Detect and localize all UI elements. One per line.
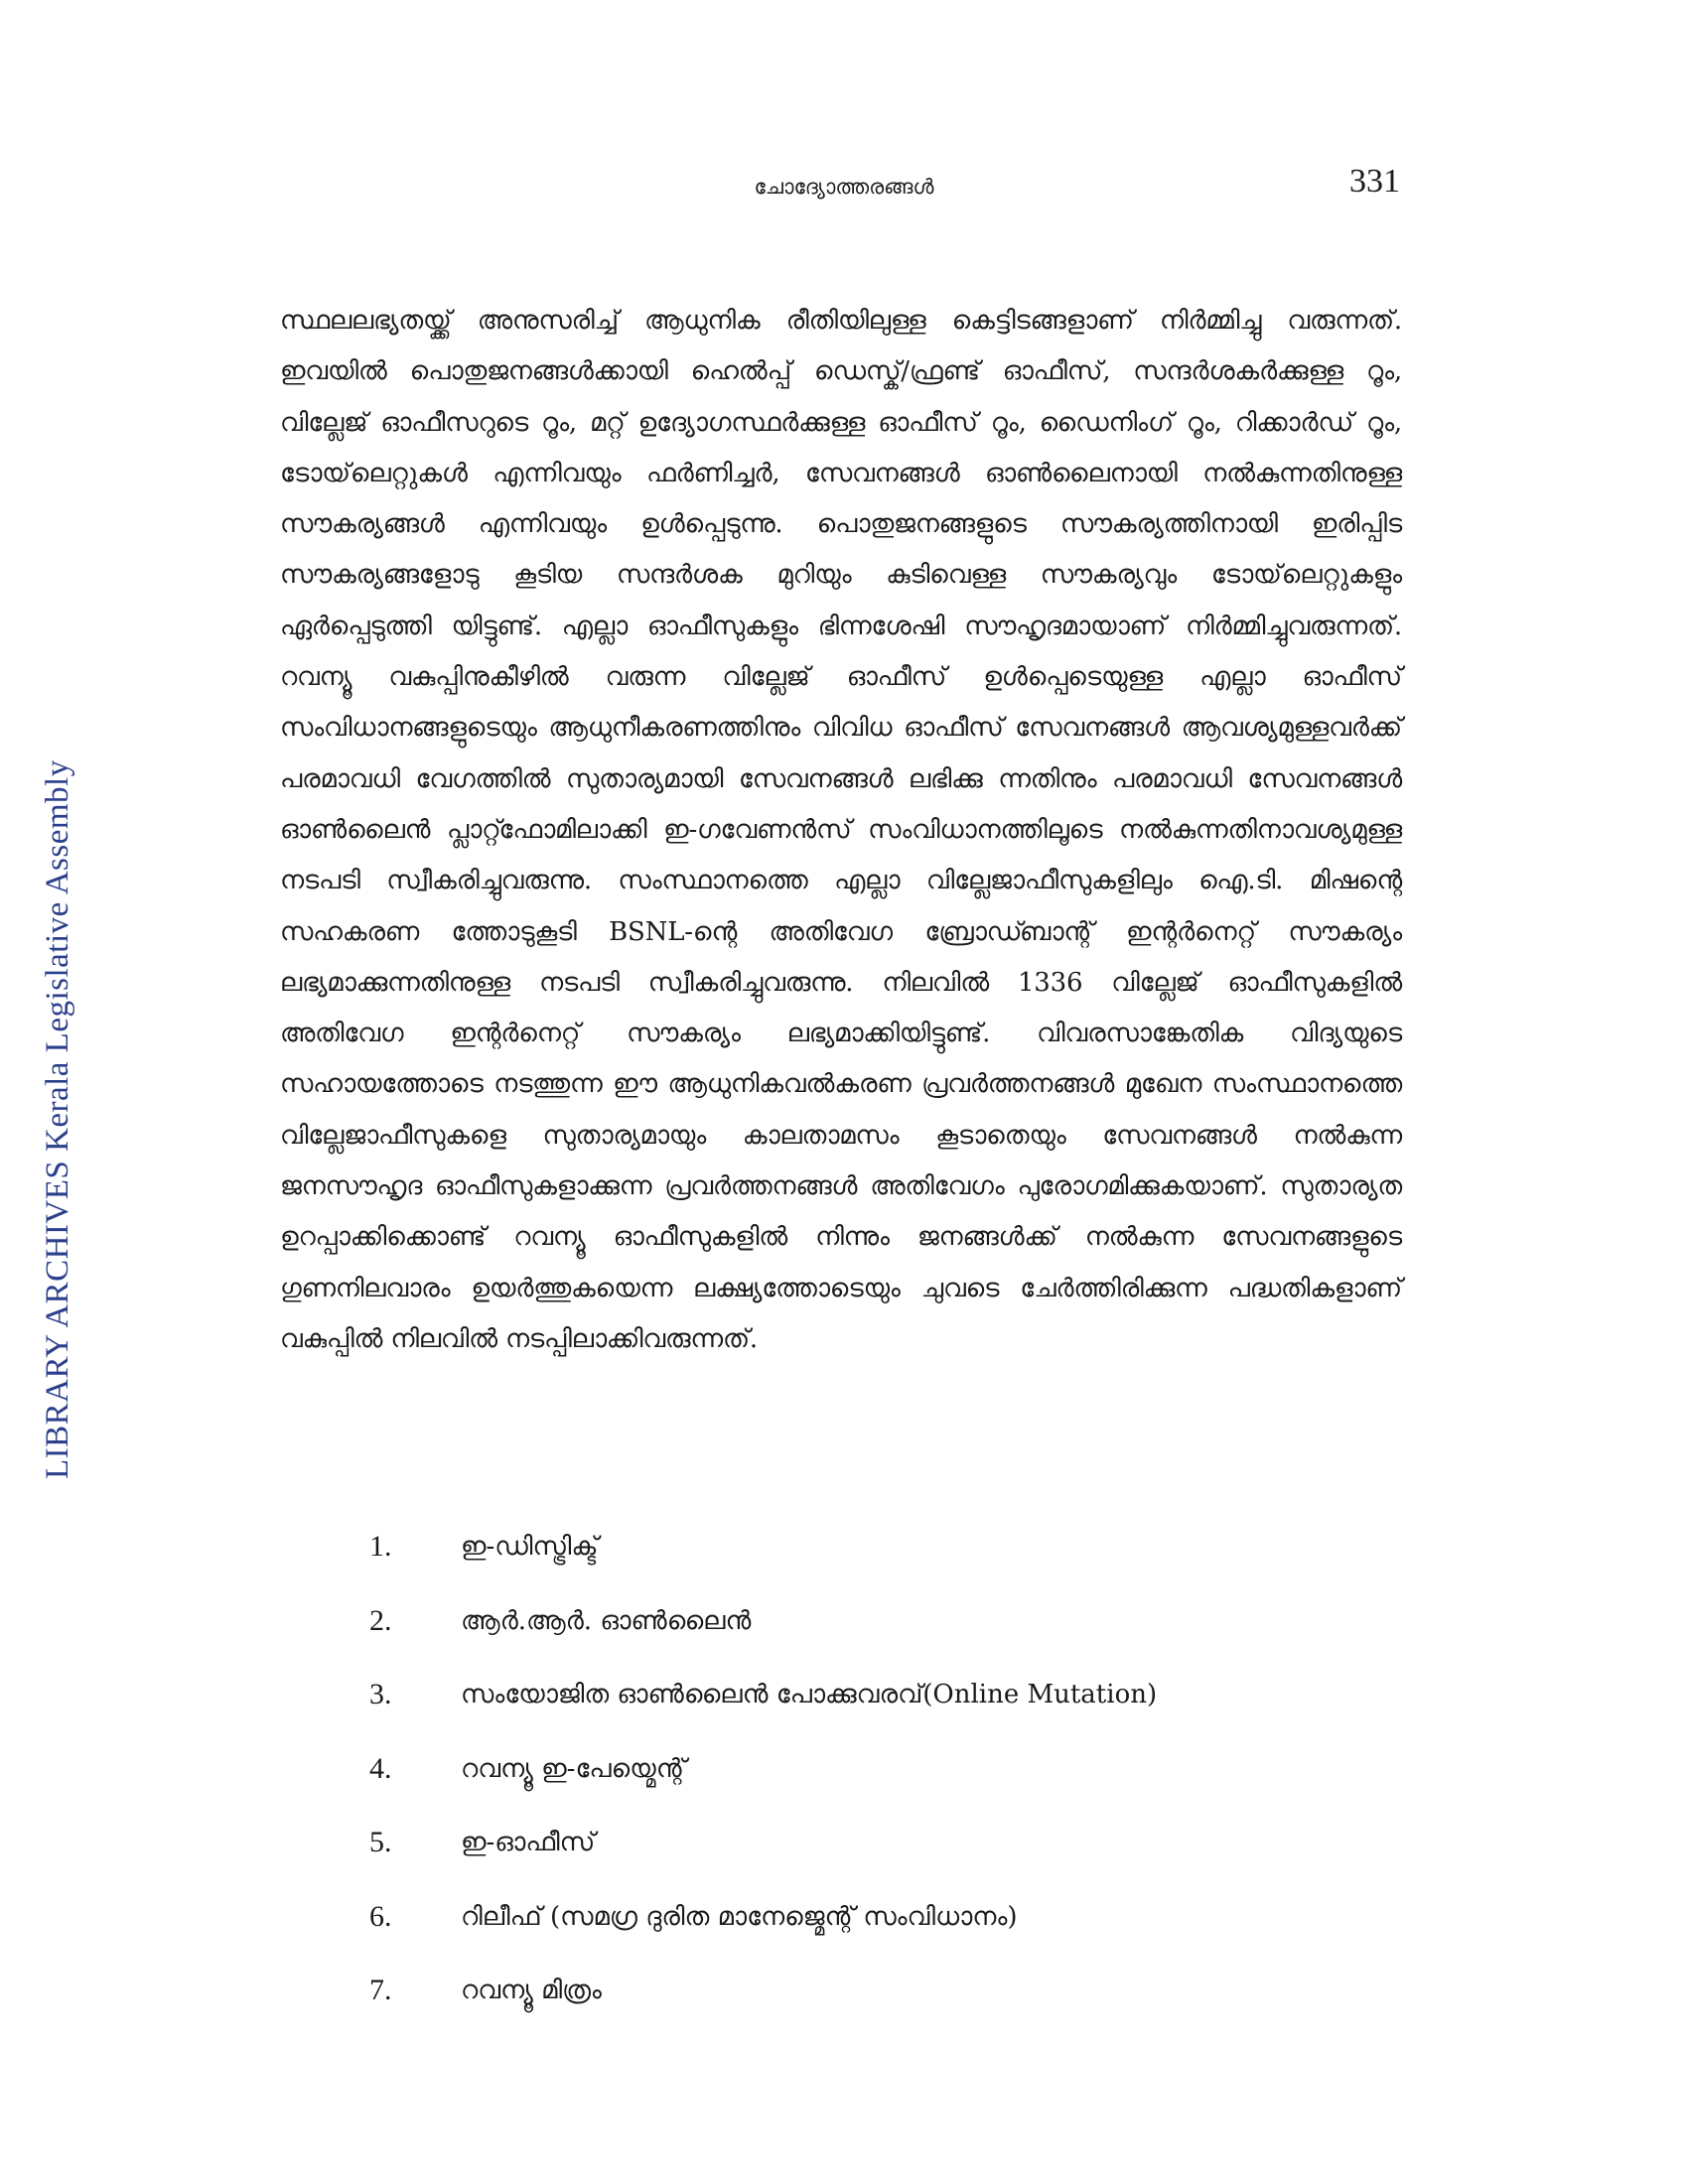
list-number: 1. [369, 1530, 392, 1563]
list-item [369, 1527, 1362, 1601]
list-text: ആർ.ആർ. ഓൺലൈൻ [461, 1605, 752, 1636]
list-number: 4. [369, 1751, 392, 1785]
list-item [369, 1823, 1362, 1897]
list-item [369, 1749, 1362, 1824]
list-number: 2. [369, 1603, 392, 1637]
list-number: 6. [369, 1899, 392, 1933]
list-text: ഇ-ഓഫീസ് [461, 1828, 596, 1857]
scheme-list [369, 1527, 1362, 2045]
archive-watermark: LIBRARY ARCHIVES Kerala Legislative Assembly [40, 759, 75, 1479]
list-text: റവന്യൂ ഇ-പേയ്മെന്റ് [461, 1753, 687, 1784]
list-text: സംയോജിത ഓൺലൈൻ പോക്കുവരവ്(Online Mutation) [461, 1680, 1158, 1709]
list-item [369, 1601, 1362, 1676]
list-text: റവന്യൂ മിത്രം [461, 1976, 602, 2005]
list-item [369, 1897, 1362, 1972]
page-number: 331 [1349, 163, 1400, 200]
list-item [369, 1971, 1362, 2045]
list-item [369, 1675, 1362, 1749]
list-number: 3. [369, 1678, 392, 1710]
list-text: ഇ-ഡിസ്ട്രിക്ട് [461, 1532, 599, 1562]
list-number: 7. [369, 1974, 392, 2006]
running-title: ചോദ്യോത്തരങ്ങൾ [754, 175, 934, 199]
list-number: 5. [369, 1826, 392, 1858]
list-text: റിലീഫ് (സമഗ്ര ദുരിത മാനേജ്മെന്റ് സംവിധാനം) [461, 1901, 1018, 1932]
body-paragraph: സ്ഥലലഭ്യതയ്ക്ക് അനുസരിച്ച് ആധുനിക രീതിയിലുള്ള കെട്ടിടങ്ങളാണ് നിർമ്മിച്ചു വരുന്നത്. ഇവയിൽ പൊതുജനങ്ങൾക്കായി ഹെൽപ്പ് ഡെസ്ക്/ഫ്രണ്ട് ഓഫീസ്, സന്ദർശകർക്കുള്ള റൂം, വില്ലേജ് ഓഫീസറുടെ റൂം, മറ്റ് ഉദ്യോഗസ്ഥർക്കുള്ള ഓഫീസ് റൂം, ഡൈനിംഗ് റൂം, റിക്കാർഡ് റൂം, ടോയ്‌ലെറ്റുകൾ എന്നിവയും ഫർണിച്ചർ, സേവനങ്ങൾ ഓൺലൈനായി നൽകുന്നതിനുള്ള സൗകര്യങ്ങൾ എന്നിവയും ഉൾപ്പെടുന്നു. പൊതുജനങ്ങളുടെ സൗകര്യത്തിനായി ഇരിപ്പിട സൗകര്യങ്ങളോടു കൂടിയ സന്ദർശക മുറിയും കുടിവെള്ള സൗകര്യവും ടോയ്‌ലെറ്റുകളും ഏർപ്പെടുത്തി യിട്ടുണ്ട്. എല്ലാ ഓഫീസുകളും ഭിന്നശേഷി സൗഹൃദമായാണ് നിർമ്മിച്ചുവരുന്നത്. റവന്യൂ വകുപ്പിനുകീഴിൽ വരുന്ന വില്ലേജ് ഓഫീസ് ഉൾപ്പെടെയുള്ള എല്ലാ ഓഫീസ് സംവിധാനങ്ങളുടെയും ആധുനീകരണത്തിനും വിവിധ ഓഫീസ് സേവനങ്ങൾ ആവശ്യമുള്ളവർക്ക് പരമാവധി വേഗത്തിൽ സുതാര്യമായി സേവനങ്ങൾ ലഭിക്കു ന്നതിനും പരമാവധി സേവനങ്ങൾ ഓൺലൈൻ പ്ലാറ്റ്ഫോമിലാക്കി ഇ-ഗവേണൻസ് സംവിധാനത്തിലൂടെ നൽകുന്നതിനാവശ്യമുള്ള നടപടി സ്വീകരിച്ചുവരുന്നു. സംസ്ഥാനത്തെ എല്ലാ വില്ലേജാഫീസുകളിലും ഐ.ടി. മിഷന്റെ സഹകരണ ത്തോടുകൂടി BSNL-ന്റെ അതിവേഗ ബ്രോഡ്ബാന്റ് ഇന്റർനെറ്റ് സൗകര്യം ലഭ്യമാക്കുന്നതിനുള്ള നടപടി സ്വീകരിച്ചുവരുന്നു. നിലവിൽ 1336 വില്ലേജ് ഓഫീസുകളിൽ അതിവേഗ ഇന്റർനെറ്റ് സൗകര്യം ലഭ്യമാക്കിയിട്ടുണ്ട്. വിവരസാങ്കേതിക വിദ്യയുടെ സഹായത്തോടെ നടത്തുന്ന ഈ ആധുനികവൽകരണ പ്രവർത്തനങ്ങൾ മുഖേന സംസ്ഥാനത്തെ വില്ലേജാഫീസുകളെ സുതാര്യമായും കാലതാമസം കൂടാതെയും സേവനങ്ങൾ നൽകുന്ന ജനസൗഹൃദ ഓഫീസുകളാക്കുന്ന പ്രവർത്തനങ്ങൾ അതിവേഗം പുരോഗമിക്കുകയാണ്. സുതാര്യത ഉറപ്പാക്കിക്കൊണ്ട് റവന്യൂ ഓഫീസുകളിൽ നിന്നും ജനങ്ങൾക്ക് നൽകുന്ന സേവനങ്ങളുടെ ഗുണനിലവാരം ഉയർത്തുകയെന്ന ലക്ഷ്യത്തോടെയും ചുവടെ ചേർത്തിരിക്കുന്ന പദ്ധതികളാണ് വകുപ്പിൽ നിലവിൽ നടപ്പിലാക്കിവരുന്നത്. [280, 306, 1402, 1354]
